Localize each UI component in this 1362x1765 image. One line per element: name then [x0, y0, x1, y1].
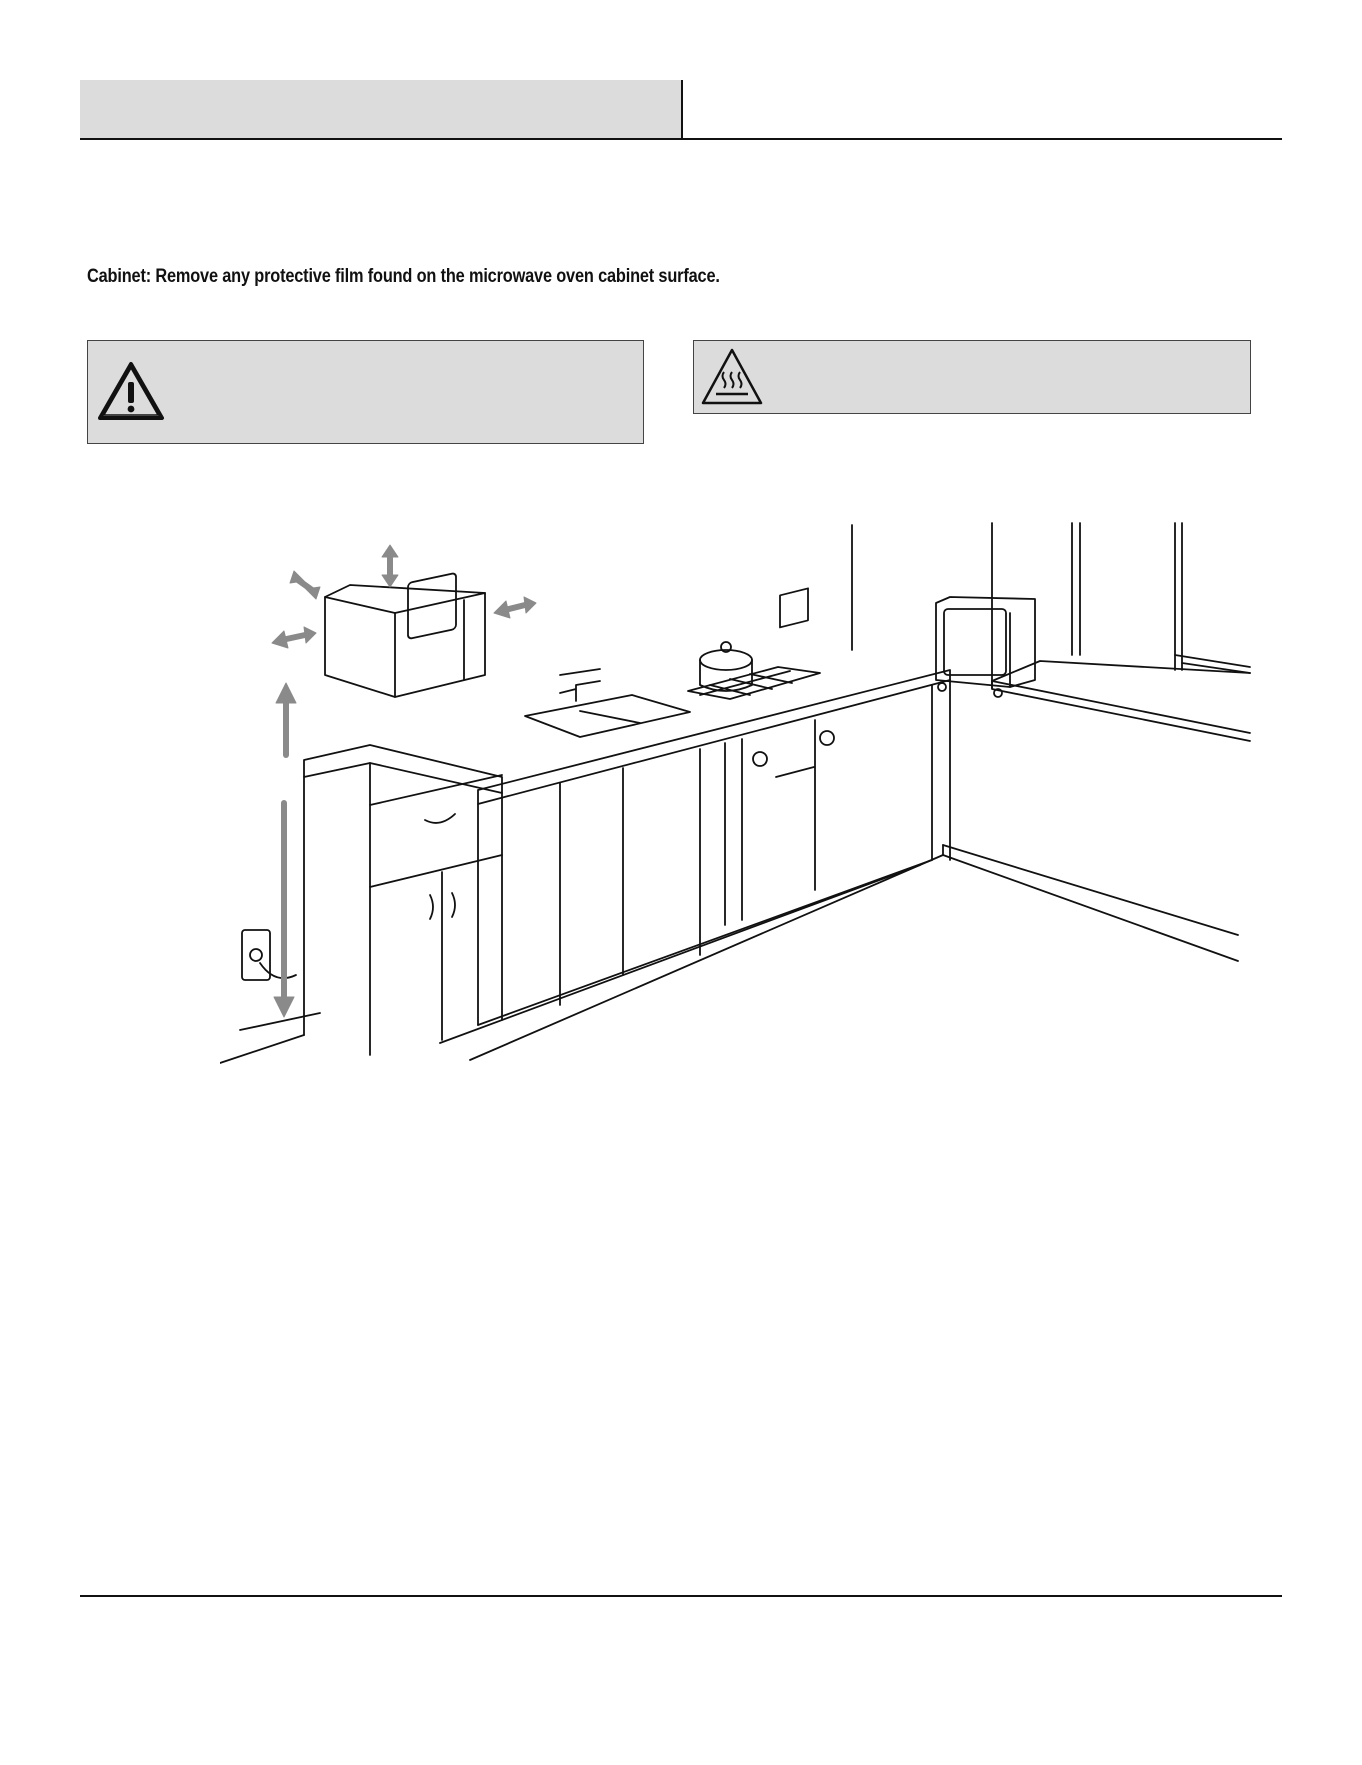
footer-rule: [80, 1595, 1282, 1597]
kitchen-installation-illustration: [220, 515, 1260, 1075]
hot-surface-icon: [700, 347, 764, 407]
cabinet-instruction: Cabinet: Remove any protective film found on the microwave oven cabinet surface.: [87, 266, 720, 287]
hot-surface-panel: [693, 340, 1251, 414]
warning-triangle-icon: [96, 360, 166, 422]
header-rule: [80, 138, 1282, 140]
section-header-box: [80, 80, 683, 138]
warning-panel: [87, 340, 644, 444]
